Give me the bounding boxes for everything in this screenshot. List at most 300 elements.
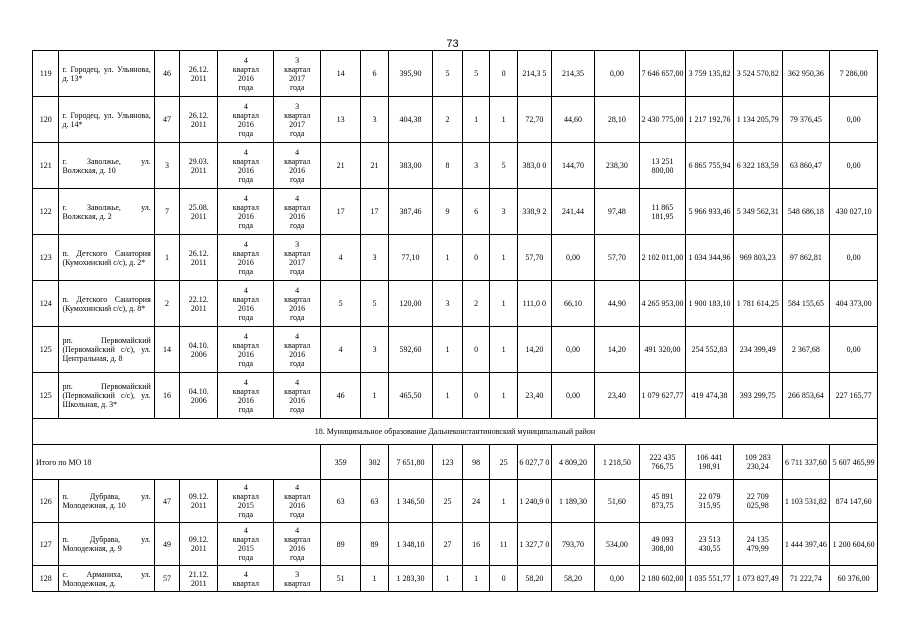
value-cell: 46 — [154, 51, 179, 97]
address-cell: п. Дубрава, ул. Молодежная, д. 10 — [59, 480, 154, 523]
value-cell: 97,48 — [595, 189, 639, 235]
value-cell: 2 180 602,00 — [639, 566, 686, 592]
value-cell: 241,44 — [551, 189, 594, 235]
value-cell: 57 — [154, 566, 179, 592]
value-cell: 3 — [154, 143, 179, 189]
value-cell: 234 399,49 — [733, 327, 782, 373]
quarter-cell-line: 2016 — [237, 349, 254, 359]
register-table — [32, 50, 878, 592]
value-cell: 7 286,00 — [830, 51, 878, 97]
quarter-cell — [218, 51, 274, 97]
value-cell: 1 — [361, 373, 389, 419]
quarter-cell — [274, 51, 321, 97]
quarter-cell-line: 2016 — [289, 544, 306, 553]
value-cell: 25 — [433, 480, 463, 523]
value-cell: 58,20 — [551, 566, 594, 592]
row-number: 122 — [33, 189, 59, 235]
value-cell: 1 — [361, 566, 389, 592]
value-cell: 5 349 562,31 — [733, 189, 782, 235]
value-cell: 584 155,65 — [782, 281, 830, 327]
quarter-cell-line: 4 — [243, 483, 248, 492]
value-cell: 46 — [320, 373, 360, 419]
value-cell: 4 265 953,00 — [639, 281, 686, 327]
quarter-cell-line: года — [238, 404, 254, 414]
value-cell: 4 — [320, 327, 360, 373]
quarter-cell — [274, 373, 321, 419]
value-cell: 14 — [320, 51, 360, 97]
value-cell: 383,00 — [388, 143, 432, 189]
value-cell: 66,10 — [551, 281, 594, 327]
value-cell: 874 147,60 — [830, 480, 878, 523]
quarter-cell-line: 2016 — [237, 303, 254, 313]
value-cell: 4 — [320, 235, 360, 281]
quarter-cell-line: 2015 — [237, 544, 254, 553]
value-cell: 47 — [154, 480, 179, 523]
value-cell: 23 513 430,55 — [686, 523, 734, 566]
quarter-cell — [274, 97, 321, 143]
value-cell: 27 — [433, 523, 463, 566]
quarter-cell-line: 4 — [295, 483, 300, 492]
value-cell: 58,20 — [517, 566, 551, 592]
value-cell: 57,70 — [517, 235, 551, 281]
value-cell: 17 — [320, 189, 360, 235]
date-cell: 26.12. 2011 — [180, 97, 218, 143]
value-cell: 13 — [320, 97, 360, 143]
value-cell: 969 803,23 — [733, 235, 782, 281]
date-cell: 09.12. 2011 — [180, 480, 218, 523]
address-cell: г. Заволжье, ул. Волжская, д. 10 — [59, 143, 154, 189]
value-cell: 0 — [462, 327, 490, 373]
value-cell: 1 034 344,96 — [686, 235, 734, 281]
quarter-cell-line: 2015 — [237, 501, 254, 510]
row-number: 126 — [33, 480, 59, 523]
value-cell: 5 — [490, 143, 518, 189]
value-cell: 79 376,45 — [782, 97, 830, 143]
total-row — [33, 445, 878, 480]
value-cell: 44,90 — [595, 281, 639, 327]
quarter-cell-line: квартал — [232, 386, 259, 396]
quarter-cell-line: 4 — [243, 55, 248, 65]
value-cell: 2 — [462, 281, 490, 327]
quarter-cell-line: года — [238, 553, 254, 562]
quarter-cell — [218, 235, 274, 281]
section-row — [33, 419, 878, 445]
value-cell: 21 — [320, 143, 360, 189]
value-cell: 1 — [490, 97, 518, 143]
total-value: 4 809,20 — [551, 445, 594, 480]
value-cell: 5 — [462, 51, 490, 97]
quarter-cell-line: квартал — [284, 248, 311, 258]
value-cell: 548 686,18 — [782, 189, 830, 235]
quarter-cell-line: 2016 — [289, 165, 306, 175]
quarter-cell-line: 4 — [243, 147, 248, 157]
quarter-cell-line: года — [238, 312, 254, 322]
table-row — [33, 51, 878, 97]
value-cell: 0 — [462, 373, 490, 419]
table-row — [33, 97, 878, 143]
quarter-cell-line: 4 — [295, 147, 300, 157]
value-cell: 14,20 — [595, 327, 639, 373]
quarter-cell-line: квартал — [284, 110, 311, 120]
total-value: 123 — [433, 445, 463, 480]
value-cell: 2 — [433, 97, 463, 143]
quarter-cell-line: квартал — [284, 294, 311, 304]
quarter-cell-line: года — [289, 174, 305, 184]
date-cell: 04.10. 2006 — [180, 327, 218, 373]
value-cell: 387,46 — [388, 189, 432, 235]
value-cell: 534,00 — [595, 523, 639, 566]
table-row — [33, 327, 878, 373]
value-cell: 2 102 011,00 — [639, 235, 686, 281]
quarter-cell-line: квартал — [232, 340, 259, 350]
quarter-cell-line: квартал — [232, 294, 259, 304]
quarter-cell-line: квартал — [284, 202, 311, 212]
value-cell: 3 — [361, 97, 389, 143]
quarter-cell-line: 4 — [295, 193, 300, 203]
quarter-cell-line: 3 — [295, 101, 300, 111]
value-cell: 22 079 315,95 — [686, 480, 734, 523]
row-number: 119 — [33, 51, 59, 97]
value-cell: 6 865 755,94 — [686, 143, 734, 189]
value-cell: 3 — [361, 327, 389, 373]
quarter-cell-line: 4 — [243, 377, 248, 387]
quarter-cell-line: года — [289, 266, 305, 276]
value-cell: 1 444 397,46 — [782, 523, 830, 566]
quarter-cell — [218, 281, 274, 327]
row-number: 123 — [33, 235, 59, 281]
value-cell: 5 966 933,46 — [686, 189, 734, 235]
section-title: 18. Муниципальное образование Дальнеконстантиновский муниципальный район — [33, 419, 878, 445]
quarter-cell-line: 2017 — [289, 257, 306, 267]
value-cell: 0 — [462, 235, 490, 281]
value-cell: 395,90 — [388, 51, 432, 97]
address-cell: рп. Первомайский (Первомайский с/с), ул. Центральная, д. 8 — [59, 327, 154, 373]
address-cell: рп. Первомайский (Первомайский с/с), ул. Школьная, д. 3* — [59, 373, 154, 419]
quarter-cell-line: квартал — [284, 535, 311, 544]
quarter-cell-line: 4 — [243, 331, 248, 341]
total-value: 359 — [320, 445, 360, 480]
quarter-cell-line: квартал — [284, 64, 311, 74]
quarter-cell-line: квартал — [232, 248, 259, 258]
quarter-cell-line: года — [238, 358, 254, 368]
value-cell: 0,00 — [595, 566, 639, 592]
value-cell: 362 950,36 — [782, 51, 830, 97]
address-cell: с. Арманиха, ул. Молодежная, д. — [59, 566, 154, 592]
quarter-cell-line: квартал — [284, 156, 311, 166]
total-label: Итого по МО 18 — [33, 445, 321, 480]
quarter-cell-line: 2016 — [237, 211, 254, 221]
value-cell: 1 079 627,77 — [639, 373, 686, 419]
value-cell: 266 853,64 — [782, 373, 830, 419]
quarter-cell-line: 3 — [295, 239, 300, 249]
date-cell: 22.12. 2011 — [180, 281, 218, 327]
quarter-cell — [218, 97, 274, 143]
quarter-cell — [274, 235, 321, 281]
value-cell: 1 346,50 — [388, 480, 432, 523]
quarter-cell-line: года — [238, 266, 254, 276]
quarter-cell-line: 4 — [243, 526, 248, 535]
quarter-cell-line: 2016 — [237, 257, 254, 267]
value-cell: 491 320,00 — [639, 327, 686, 373]
value-cell: 16 — [154, 373, 179, 419]
value-cell: 2 — [154, 281, 179, 327]
value-cell: 47 — [154, 97, 179, 143]
value-cell: 393 299,75 — [733, 373, 782, 419]
value-cell: 1 — [462, 97, 490, 143]
value-cell: 254 552,83 — [686, 327, 734, 373]
quarter-cell-line: года — [238, 128, 254, 138]
page-number: 73 — [446, 38, 459, 50]
quarter-cell-line: 4 — [243, 569, 248, 579]
quarter-cell-line: года — [289, 220, 305, 230]
quarter-cell-line: 4 — [243, 193, 248, 203]
value-cell: 111,0 0 — [517, 281, 551, 327]
value-cell: 1 — [490, 480, 518, 523]
table-row — [33, 480, 878, 523]
table-row — [33, 566, 878, 592]
value-cell: 0,00 — [595, 51, 639, 97]
value-cell: 63 — [320, 480, 360, 523]
value-cell: 1 781 614,25 — [733, 281, 782, 327]
row-number: 125 — [33, 373, 59, 419]
address-cell: г. Городец, ул. Ульянова, д. 13* — [59, 51, 154, 97]
value-cell: 6 — [462, 189, 490, 235]
value-cell: 6 — [361, 51, 389, 97]
value-cell: 1 283,30 — [388, 566, 432, 592]
quarter-cell-line: года — [289, 312, 305, 322]
quarter-cell — [274, 189, 321, 235]
quarter-cell — [218, 566, 274, 592]
total-value: 25 — [490, 445, 518, 480]
value-cell: 144,70 — [551, 143, 594, 189]
value-cell: 45 891 873,75 — [639, 480, 686, 523]
value-cell: 0,00 — [830, 97, 878, 143]
table-row — [33, 189, 878, 235]
value-cell: 383,0 0 — [517, 143, 551, 189]
total-value: 109 283 230,24 — [733, 445, 782, 480]
value-cell: 89 — [320, 523, 360, 566]
value-cell: 17 — [361, 189, 389, 235]
value-cell: 11 865 181,95 — [639, 189, 686, 235]
quarter-cell-line: 4 — [295, 331, 300, 341]
quarter-cell-line: года — [238, 82, 254, 92]
value-cell: 63 — [361, 480, 389, 523]
value-cell: 1 — [490, 281, 518, 327]
quarter-cell-line: квартал — [284, 578, 311, 588]
address-cell: г. Городец, ул. Ульянова, д. 14* — [59, 97, 154, 143]
value-cell: 49 093 308,00 — [639, 523, 686, 566]
value-cell: 793,70 — [551, 523, 594, 566]
total-value: 6 711 337,60 — [782, 445, 830, 480]
quarter-cell-line: года — [238, 510, 254, 519]
quarter-cell-line: года — [238, 220, 254, 230]
value-cell: 24 — [462, 480, 490, 523]
quarter-cell-line: квартал — [232, 110, 259, 120]
date-cell: 26.12. 2011 — [180, 51, 218, 97]
value-cell: 44,60 — [551, 97, 594, 143]
quarter-cell-line: квартал — [232, 156, 259, 166]
date-cell: 04.10. 2006 — [180, 373, 218, 419]
value-cell: 1 — [462, 566, 490, 592]
total-value: 106 441 198,91 — [686, 445, 734, 480]
value-cell: 77,10 — [388, 235, 432, 281]
value-cell: 1 134 205,79 — [733, 97, 782, 143]
value-cell: 14 — [154, 327, 179, 373]
value-cell: 3 — [433, 281, 463, 327]
quarter-cell-line: квартал — [232, 535, 259, 544]
value-cell: 23,40 — [517, 373, 551, 419]
value-cell: 72,70 — [517, 97, 551, 143]
value-cell: 3 — [462, 143, 490, 189]
value-cell: 0,00 — [551, 235, 594, 281]
rows-group-a — [33, 51, 878, 445]
quarter-cell — [218, 523, 274, 566]
value-cell: 6 322 183,59 — [733, 143, 782, 189]
date-cell: 26.12. 2011 — [180, 235, 218, 281]
quarter-cell-line: 2016 — [289, 395, 306, 405]
quarter-cell-line: 4 — [295, 377, 300, 387]
quarter-cell-line: 2017 — [289, 119, 306, 129]
value-cell: 5 — [320, 281, 360, 327]
value-cell: 419 474,38 — [686, 373, 734, 419]
quarter-cell-line: 4 — [243, 101, 248, 111]
quarter-cell — [274, 143, 321, 189]
value-cell: 430 027,10 — [830, 189, 878, 235]
value-cell: 1 200 604,60 — [830, 523, 878, 566]
value-cell: 0 — [490, 566, 518, 592]
value-cell: 3 759 135,82 — [686, 51, 734, 97]
quarter-cell — [218, 327, 274, 373]
value-cell: 3 — [361, 235, 389, 281]
quarter-cell — [218, 189, 274, 235]
quarter-cell-line: 3 — [295, 569, 300, 579]
value-cell: 1 035 551,77 — [686, 566, 734, 592]
value-cell: 3 — [490, 189, 518, 235]
total-value: 6 027,7 0 — [517, 445, 551, 480]
value-cell: 404,38 — [388, 97, 432, 143]
value-cell: 1 — [490, 235, 518, 281]
value-cell: 238,30 — [595, 143, 639, 189]
value-cell: 7 — [154, 189, 179, 235]
quarter-cell-line: 2017 — [289, 73, 306, 83]
total-value: 98 — [462, 445, 490, 480]
value-cell: 1 240,9 0 — [517, 480, 551, 523]
value-cell: 97 862,81 — [782, 235, 830, 281]
value-cell: 1 — [154, 235, 179, 281]
row-number: 127 — [33, 523, 59, 566]
value-cell: 3 524 570,82 — [733, 51, 782, 97]
quarter-cell — [274, 523, 321, 566]
value-cell: 57,70 — [595, 235, 639, 281]
quarter-cell-line: года — [289, 82, 305, 92]
row-number: 121 — [33, 143, 59, 189]
quarter-cell-line: квартал — [284, 386, 311, 396]
value-cell: 592,60 — [388, 327, 432, 373]
quarter-cell-line: квартал — [284, 340, 311, 350]
quarter-cell-line: квартал — [232, 492, 259, 501]
value-cell: 9 — [433, 189, 463, 235]
quarter-cell — [218, 480, 274, 523]
value-cell: 1 103 531,82 — [782, 480, 830, 523]
value-cell: 2 430 775,00 — [639, 97, 686, 143]
value-cell: 13 251 800,00 — [639, 143, 686, 189]
quarter-cell-line: 2016 — [289, 501, 306, 510]
value-cell: 28,10 — [595, 97, 639, 143]
value-cell: 1 348,10 — [388, 523, 432, 566]
row-number: 124 — [33, 281, 59, 327]
value-cell: 404 373,00 — [830, 281, 878, 327]
value-cell: 338,9 2 — [517, 189, 551, 235]
rows-group-b — [33, 445, 878, 592]
value-cell: 24 135 479,99 — [733, 523, 782, 566]
value-cell: 49 — [154, 523, 179, 566]
value-cell: 1 189,30 — [551, 480, 594, 523]
quarter-cell-line: года — [289, 358, 305, 368]
value-cell: 0,00 — [830, 235, 878, 281]
value-cell: 1 — [433, 235, 463, 281]
date-cell: 29.03. 2011 — [180, 143, 218, 189]
value-cell: 21 — [361, 143, 389, 189]
quarter-cell-line: 2016 — [237, 165, 254, 175]
table-row — [33, 281, 878, 327]
quarter-cell-line: года — [238, 174, 254, 184]
value-cell: 0,00 — [551, 373, 594, 419]
quarter-cell-line: 2016 — [289, 211, 306, 221]
total-value: 1 218,50 — [595, 445, 639, 480]
value-cell: 1 — [433, 327, 463, 373]
date-cell: 25.08. 2011 — [180, 189, 218, 235]
value-cell: 0 — [490, 51, 518, 97]
value-cell: 23,40 — [595, 373, 639, 419]
value-cell: 1 900 183,10 — [686, 281, 734, 327]
table-row — [33, 523, 878, 566]
table-row — [33, 235, 878, 281]
value-cell: 71 222,74 — [782, 566, 830, 592]
quarter-cell — [218, 143, 274, 189]
quarter-cell-line: квартал — [232, 64, 259, 74]
value-cell: 214,3 5 — [517, 51, 551, 97]
table-row — [33, 373, 878, 419]
quarter-cell-line: года — [289, 510, 305, 519]
quarter-cell — [274, 281, 321, 327]
value-cell: 5 — [361, 281, 389, 327]
value-cell: 120,00 — [388, 281, 432, 327]
row-number: 120 — [33, 97, 59, 143]
quarter-cell-line: 2016 — [237, 119, 254, 129]
quarter-cell-line: 2016 — [289, 303, 306, 313]
value-cell: 14,20 — [517, 327, 551, 373]
value-cell: 227 165,77 — [830, 373, 878, 419]
quarter-cell-line: года — [289, 404, 305, 414]
total-value: 5 607 465,99 — [830, 445, 878, 480]
value-cell: 11 — [490, 523, 518, 566]
value-cell: 1 — [433, 566, 463, 592]
row-number: 125 — [33, 327, 59, 373]
quarter-cell-line: 3 — [295, 55, 300, 65]
quarter-cell-line: квартал — [232, 202, 259, 212]
quarter-cell-line: года — [289, 128, 305, 138]
quarter-cell-line: 4 — [243, 285, 248, 295]
table-row — [33, 143, 878, 189]
value-cell: 8 — [433, 143, 463, 189]
address-cell: п. Детского Санатория (Кумохинский с/с), д. 2* — [59, 235, 154, 281]
quarter-cell-line: квартал — [284, 492, 311, 501]
value-cell: 51,60 — [595, 480, 639, 523]
value-cell: 0,00 — [551, 327, 594, 373]
total-value: 7 651,80 — [388, 445, 432, 480]
total-value: 302 — [361, 445, 389, 480]
value-cell: 214,35 — [551, 51, 594, 97]
